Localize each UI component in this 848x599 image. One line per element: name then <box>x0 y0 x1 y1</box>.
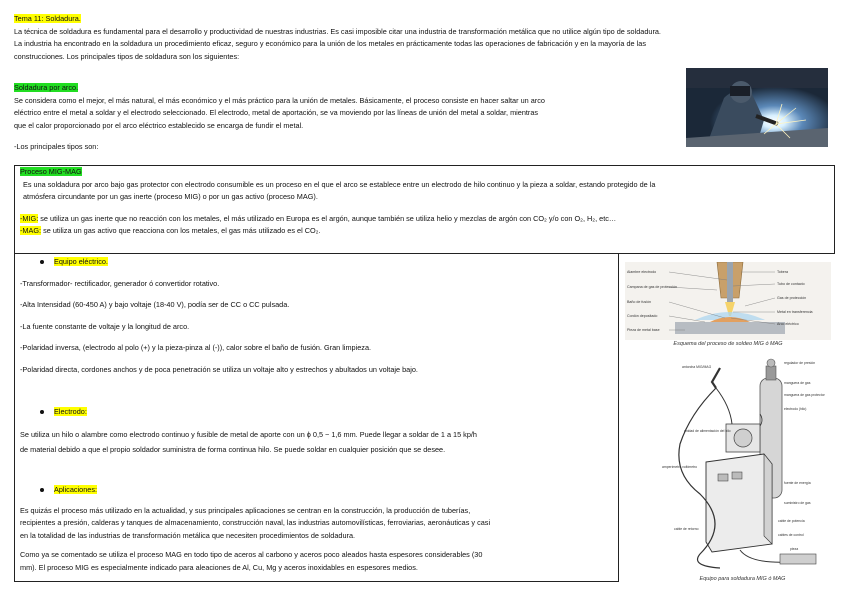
paragraph-line: -Los principales tipos son: <box>14 142 99 152</box>
aplicaciones-section <box>20 484 615 575</box>
list-item: -Polaridad directa, cordones anchos y de poca penetración se utiliza un voltaje alto y estrechos y abultados un voltaje bajo. <box>20 364 418 374</box>
equipment-label: regulador de presión <box>784 361 816 365</box>
paragraph-line: La industria ha encontrado en la soldadura un procedimiento eficaz, seguro y económico para la unión de los metales en prácticamente todas las operaciones de fabricación y en la mayoría de las <box>14 39 646 49</box>
section-title: Equipo eléctrico. <box>54 257 108 266</box>
equipment-label: fuente de energía <box>784 481 811 485</box>
schema-label: Alambre electrodo <box>627 270 657 274</box>
bullet-icon <box>40 410 44 414</box>
equipment-caption: Equipo para soldadura MIG ó MAG <box>699 576 786 582</box>
paragraph-line: La técnica de soldadura es fundamental para el desarrollo y productividad de nuestras industrias. Es casi imposible citar una industria de transformación metálica que no utilice algún tipo de soldadura. <box>14 26 661 36</box>
paragraph-line: mm). El proceso MIG es especialmente indicado para aleaciones de Al, Cu, Mg y aceros inoxidables en espesores medios. <box>20 562 418 572</box>
mag-label: -MAG: <box>20 226 42 236</box>
equipment-label: antorcha MIG/MAG <box>682 365 712 369</box>
mig-mag-section <box>20 166 832 238</box>
page-title: Tema 11: Soldadura. <box>14 14 81 23</box>
paragraph-line: Se considera como el mejor, el más natural, el más económico y el más práctico para la unión de metales. Básicamente, el proceso consiste en hacer saltar un arco <box>14 95 545 105</box>
mig-text: se utiliza un gas inerte que no reacción con los metales, el más utilizado en Europa es el argón, aunque también se utiliza helio y mezclas de argón con CO₂ y/o con O₂, H₂, etc… <box>38 213 617 223</box>
schema-label: Metal en transferencia <box>777 310 813 314</box>
mig-definition <box>20 213 832 226</box>
equipment-label: cable de retorno <box>674 527 699 531</box>
paragraph-line: de material debido a que el propio soldador suministra de forma continua hilo. Se puede soldar en cualquier posición que se desee. <box>20 445 446 455</box>
bullet-icon <box>40 488 44 492</box>
equipment-label: suministro de gas <box>784 501 811 505</box>
heading <box>20 166 832 179</box>
equipment-label: unidad de alimentación del hilo <box>684 429 731 433</box>
bullet-icon <box>40 260 44 264</box>
section-title: Soldadura por arco. <box>14 83 79 92</box>
equipment-label: electrodo (hilo) <box>784 407 807 411</box>
paragraph-line: que el calor proporcionado por el arco eléctrico establecido se encarga de fundir el metal. <box>14 120 304 130</box>
schema-caption: Esquema del proceso de soldeo MIG ó MAG <box>673 341 783 347</box>
intro-section <box>14 13 836 63</box>
equipment-label: pieza <box>790 547 799 551</box>
section-title: Aplicaciones: <box>54 485 97 494</box>
electrodo-section <box>20 406 615 457</box>
list-item: -Alta Intensidad (60-450 A) y bajo voltaje (18-40 V), podía ser de CC o CC pulsada. <box>20 300 290 310</box>
schema-label: Baño de fusión <box>627 300 651 304</box>
mig-equipment-diagram <box>660 354 825 574</box>
list-item: -Transformador- rectificador, generador ó convertidor rotativo. <box>20 278 220 288</box>
heading <box>20 484 615 497</box>
heading <box>20 406 615 419</box>
mig-schema-diagram <box>625 262 831 340</box>
paragraph-line: Se utiliza un hilo o alambre como electrodo continuo y fusible de metal de aporte con un ϕ 0,5 − 1,6 mm. Puede llegar a soldar de 1 a 15 kp/h <box>20 429 477 439</box>
mag-text: se utiliza un gas activo que reacciona con los metales, el gas más utilizado es el CO₂. <box>41 226 321 236</box>
mig-label: -MIG: <box>20 213 39 223</box>
welding-photo <box>686 68 828 147</box>
equipment-label: amperímetro voltímetro <box>662 465 698 469</box>
schema-label: Tubo de contacto <box>777 282 805 286</box>
arco-section <box>14 82 682 154</box>
heading <box>20 256 615 269</box>
schema-label: Pieza de metal base <box>627 328 660 332</box>
list-item: -Polaridad inversa, (electrodo al polo (+) y la pieza-pinza al (-)), calor sobre el baño de fusión. Gran limpieza. <box>20 343 372 353</box>
section-title: Electrodo: <box>54 407 87 416</box>
paragraph-line: construcciones. Los principales tipos de soldadura son los siguientes: <box>14 51 240 61</box>
equipo-section <box>20 256 615 377</box>
heading <box>14 13 836 26</box>
paragraph-line: Como ya se comentado se utiliza el proceso MAG en todo tipo de aceros al carbono y aceros poco aleados hasta espesores considerables (30 <box>20 550 483 560</box>
paragraph-line: en la totalidad de las industrias de transformación metálica que necesiten procedimientos de soldadura. <box>20 530 356 540</box>
list-item: -La fuente constante de voltaje y la longitud de arco. <box>20 321 190 331</box>
paragraph-line: recipientes a presión, calderas y tanques de almacenamiento, construcción naval, las industrias automovilísticas, ferroviarias, aeronáuticas y casi <box>20 518 491 528</box>
equipment-label: cable de potencia <box>778 519 805 523</box>
equipment-label: cables de control <box>778 533 804 537</box>
schema-label: Cordón depositado <box>627 314 658 318</box>
schema-label: Tobera <box>777 270 788 274</box>
mag-definition <box>20 225 832 238</box>
paragraph-line: atmósfera circundante por un gas inerte (proceso MIG) o por un gas activo (proceso MAG). <box>23 192 318 202</box>
paragraph-line: eléctrico entre el metal a soldar y el electrodo seleccionado. El electrodo, metal de aportación, se va moviendo por las líneas de unión del metal a soldar, mientras <box>14 108 539 118</box>
paragraph-line: Es una soldadura por arco bajo gas protector con electrodo consumible es un proceso en el que el arco se establece entre un electrodo de hilo continuo y la pieza a soldar, estando protegido de la <box>23 179 656 189</box>
equipment-label: manguera de gas protector <box>784 393 825 397</box>
heading <box>14 82 682 95</box>
schema-label: Campana de gas de protección <box>627 285 677 289</box>
equipment-label: manguera de gas <box>784 381 811 385</box>
schema-label: Arco eléctrico <box>777 322 799 326</box>
section-title: Proceso MIG-MAG <box>20 167 82 176</box>
paragraph-line: Es quizás el proceso más utilizado en la actualidad, y sus principales aplicaciones se centran en la construcción, la producción de tuberías, <box>20 505 471 515</box>
schema-label: Gas de protección <box>777 296 807 300</box>
